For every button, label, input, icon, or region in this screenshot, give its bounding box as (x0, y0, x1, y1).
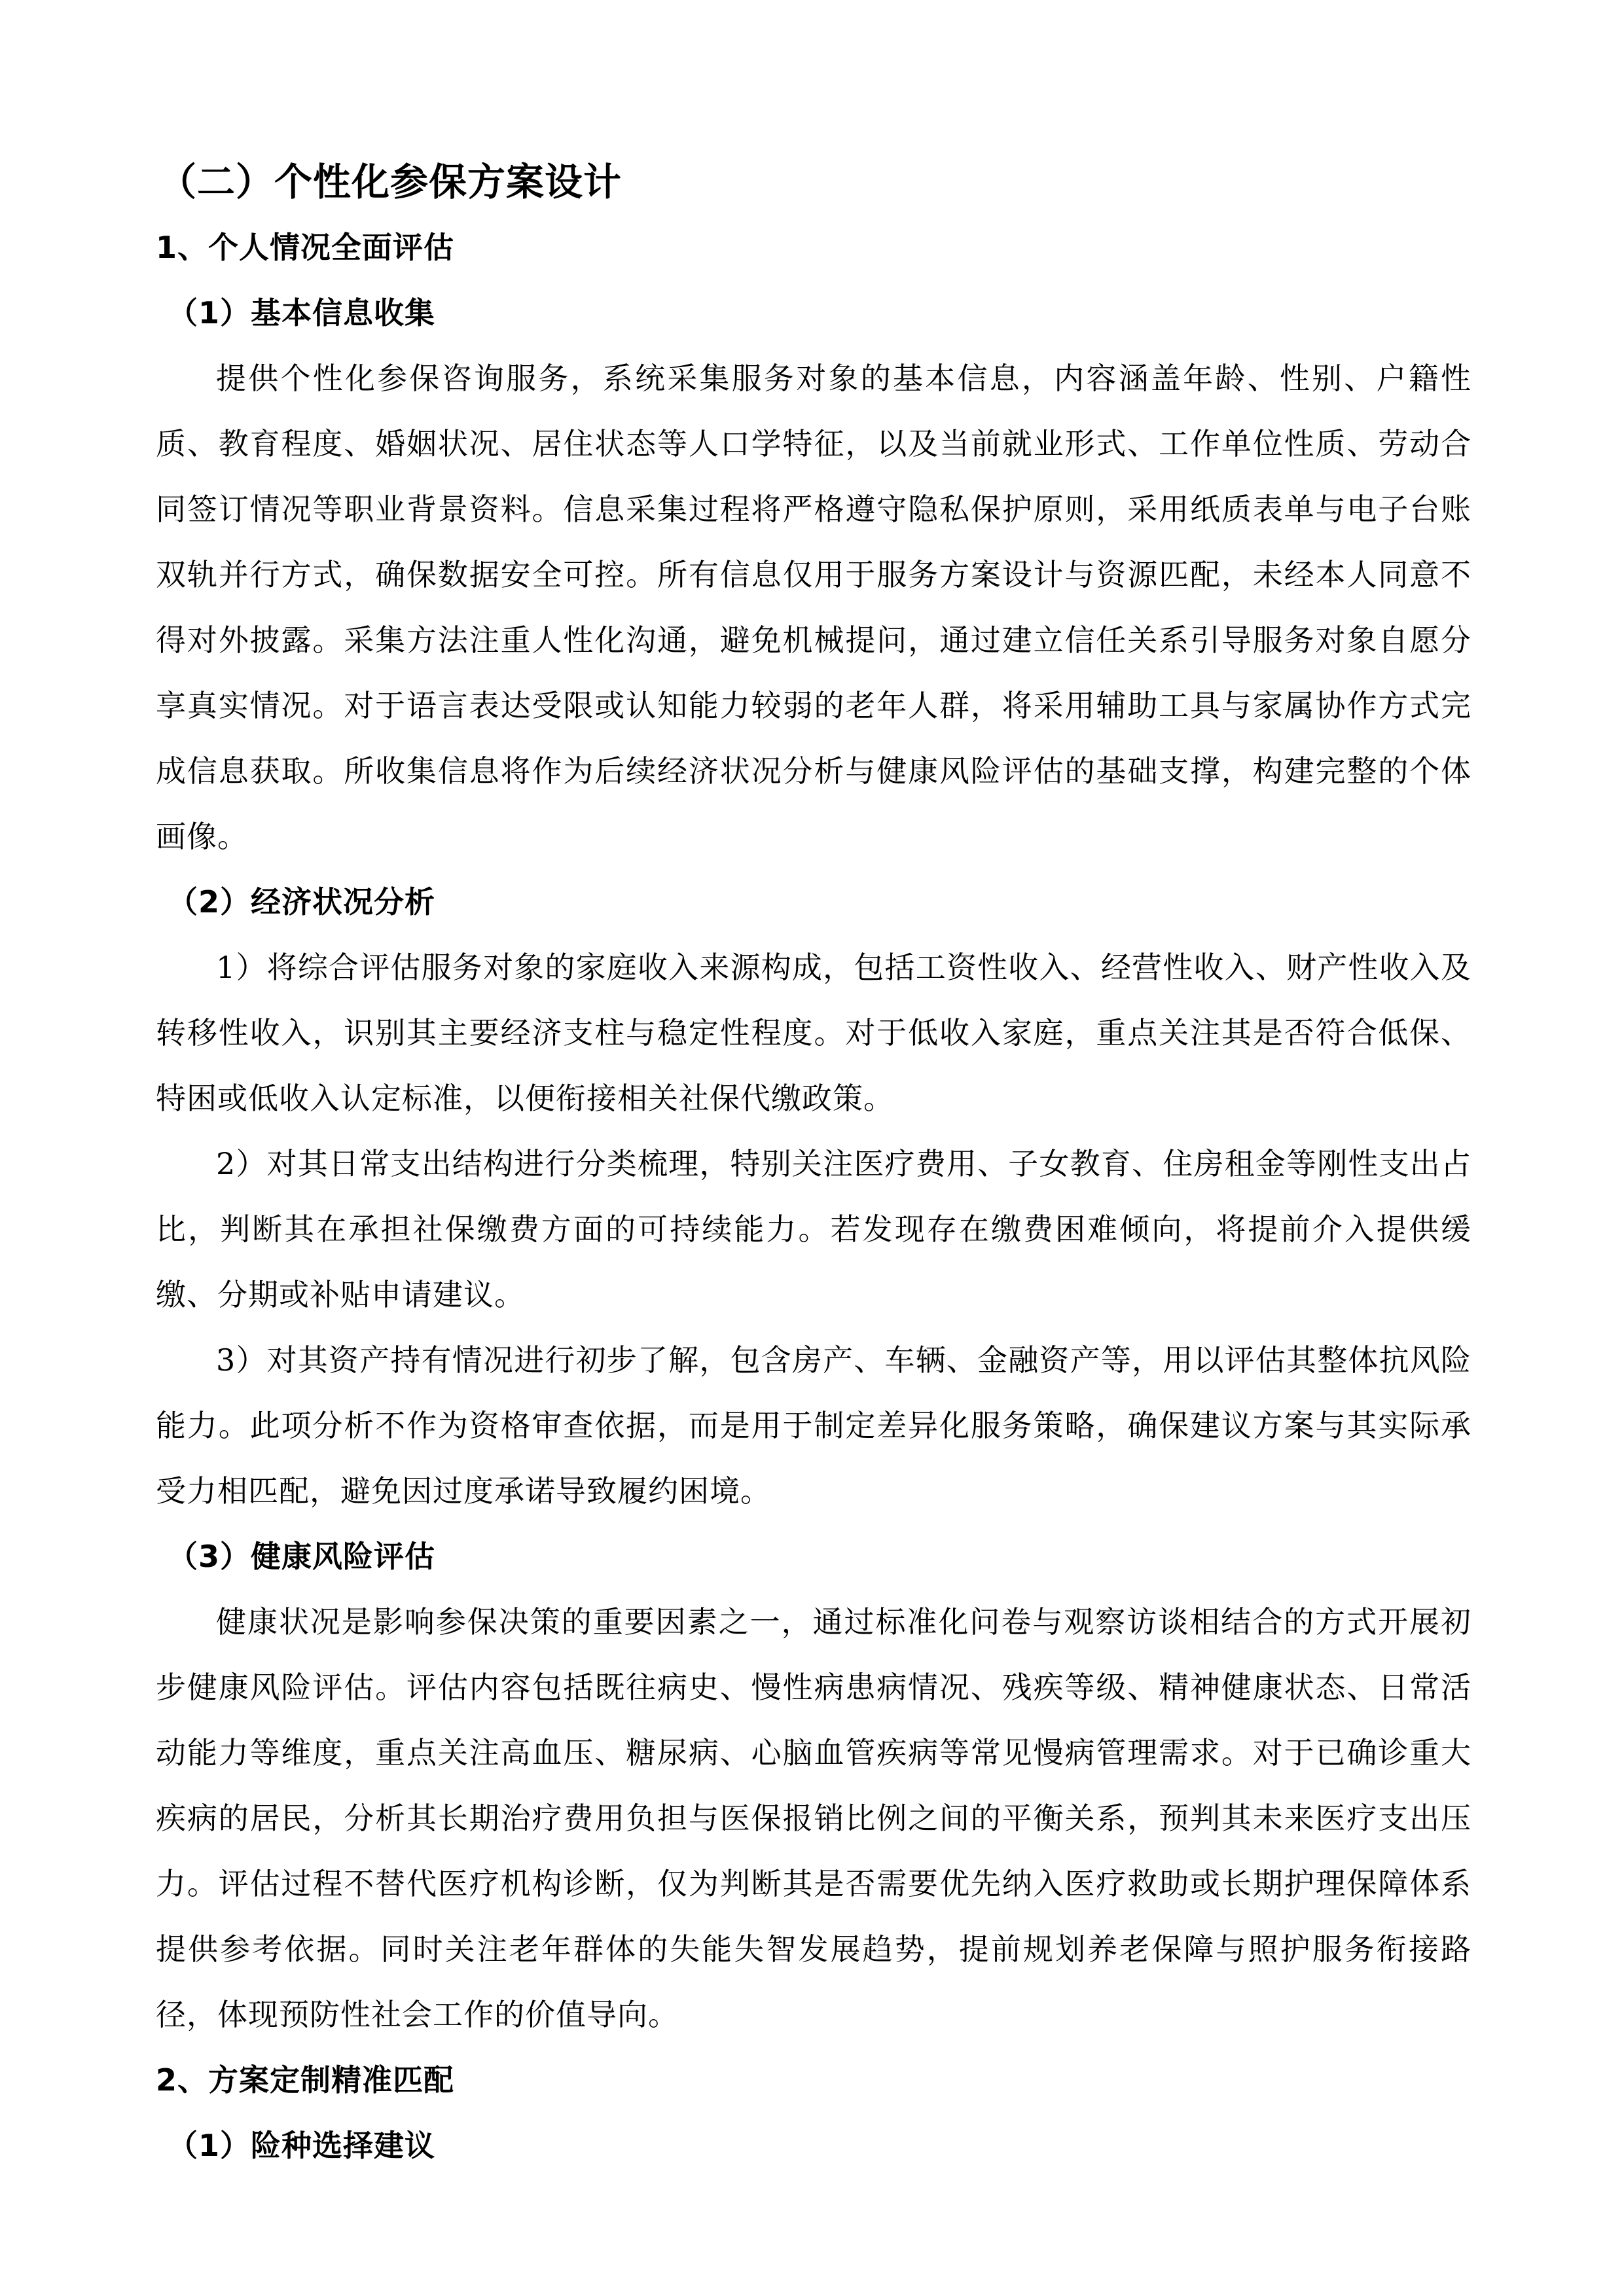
economic-item-2: 2）对其日常支出结构进行分类梳理，特别关注医疗费用、子女教育、住房租金等刚性支出占比，判断其在承担社保缴费方面的可持续能力。若发现存在缴费困难倾向，将提前介入提供缓缴、分期或补贴申请建议。 (156, 1146, 1471, 1312)
part2-sub1-heading: （1）险种选择建议 (168, 2128, 436, 2163)
part1-heading: 1、个人情况全面评估 (156, 230, 455, 265)
document-body (156, 149, 1471, 2178)
sub2-heading: （2）经济状况分析 (168, 884, 436, 920)
sub3-heading: （3）健康风险评估 (168, 1539, 436, 1574)
section-title: （二）个性化参保方案设计 (158, 160, 623, 204)
sub1-heading: （1）基本信息收集 (168, 295, 436, 331)
part2-heading: 2、方案定制精准匹配 (156, 2062, 455, 2098)
health-risk-paragraph: 健康状况是影响参保决策的重要因素之一，通过标准化问卷与观察访谈相结合的方式开展初步健康风险评估。评估内容包括既往病史、慢性病患病情况、残疾等级、精神健康状态、日常活动能力等维度，重点关注高血压、糖尿病、心脑血管疾病等常见慢病管理需求。对于已确诊重大疾病的居民，分析其长期治疗费用负担与医保报销比例之间的平衡关系，预判其未来医疗支出压力。评估过程不替代医疗机构诊断，仅为判断其是否需要优先纳入医疗救助或长期护理保障体系提供参考依据。同时关注老年群体的失能失智发展趋势，提前规划养老保障与照护服务衔接路径，体现预防性社会工作的价值导向。 (156, 1604, 1471, 2032)
economic-item-3: 3）对其资产持有情况进行初步了解，包含房产、车辆、金融资产等，用以评估其整体抗风险能力。此项分析不作为资格审查依据，而是用于制定差异化服务策略，确保建议方案与其实际承受力相匹配，避免因过度承诺导致履约困境。 (156, 1342, 1471, 1509)
basic-info-paragraph: 提供个性化参保咨询服务，系统采集服务对象的基本信息，内容涵盖年龄、性别、户籍性质、教育程度、婚姻状况、居住状态等人口学特征，以及当前就业形式、工作单位性质、劳动合同签订情况等职业背景资料。信息采集过程将严格遵守隐私保护原则，采用纸质表单与电子台账双轨并行方式，确保数据安全可控。所有信息仅用于服务方案设计与资源匹配，未经本人同意不得对外披露。采集方法注重人性化沟通，避免机械提问，通过建立信任关系引导服务对象自愿分享真实情况。对于语言表达受限或认知能力较弱的老年人群，将采用辅助工具与家属协作方式完成信息获取。所收集信息将作为后续经济状况分析与健康风险评估的基础支撑，构建完整的个体画像。 (156, 361, 1471, 854)
economic-item-1: 1）将综合评估服务对象的家庭收入来源构成，包括工资性收入、经营性收入、财产性收入及转移性收入，识别其主要经济支柱与稳定性程度。对于低收入家庭，重点关注其是否符合低保、特困或低收入认定标准，以便衔接相关社保代缴政策。 (156, 950, 1471, 1116)
